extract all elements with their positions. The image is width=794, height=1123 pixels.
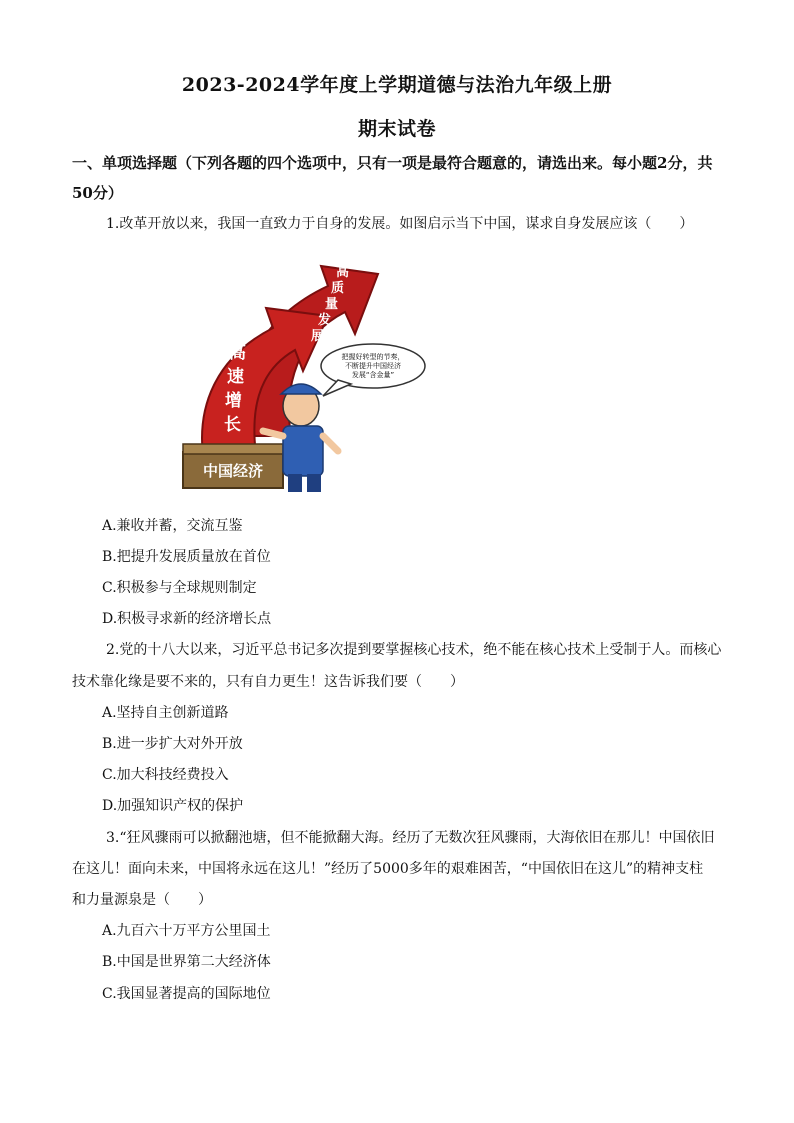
q2-option-a: A.坚持自主创新道路 bbox=[102, 705, 229, 721]
q2-option-c: C.加大科技经费投入 bbox=[102, 767, 229, 783]
speech-line-1: 把握好转型的节奏， bbox=[341, 353, 405, 361]
speech-bubble bbox=[321, 344, 425, 396]
q1-option-a: A.兼收并蓄，交流互鉴 bbox=[102, 518, 243, 534]
question-3-stem-line1: 3.“狂风骤雨可以掀翻池塘，但不能掀翻大海。经历了无数次狂风骤雨，大海依旧在那儿！中国依旧 bbox=[106, 830, 715, 846]
question-1-stem: 1.改革开放以来，我国一直致力于自身的发展。如图启示当下中国，谋求自身发展应该（ ） bbox=[106, 216, 694, 232]
economy-cartoon-figure bbox=[123, 246, 458, 498]
question-3-stem-line2: 在这儿！面向未来，中国将永远在这儿！”经历了5000多年的艰难困苦，“中国依旧在这儿”的精神支柱 bbox=[72, 861, 704, 877]
q1-option-b: B.把提升发展质量放在首位 bbox=[102, 549, 271, 565]
q1-option-c: C.积极参与全球规则制定 bbox=[102, 580, 257, 596]
question-2-stem-line2: 技术靠化缘是要不来的，只有自力更生！这告诉我们要（ ） bbox=[72, 674, 464, 690]
speed-arrow-label: 高 速 增 长 bbox=[224, 343, 246, 435]
question-2-stem-line1: 2.党的十八大以来，习近平总书记多次提到要掌握核心技术，绝不能在核心技术上受制于人。而核心 bbox=[106, 642, 722, 658]
q1-option-d: D.积极寻求新的经济增长点 bbox=[102, 611, 272, 627]
speech-line-3: 发展“含金量” bbox=[351, 371, 395, 379]
exam-title: 2023-2024学年度上学期道德与法治九年级上册 bbox=[181, 74, 613, 96]
speech-line-2: 不断提升中国经济 bbox=[345, 362, 401, 370]
question-3-stem-line3: 和力量源泉是（ ） bbox=[72, 892, 212, 908]
speed-char: 高 bbox=[229, 343, 246, 363]
exam-subtitle: 期末试卷 bbox=[357, 118, 436, 140]
q3-option-a: A.九百六十万平方公里国土 bbox=[102, 923, 271, 939]
q3-option-b: B.中国是世界第二大经济体 bbox=[102, 954, 271, 970]
base-label: 中国经济 bbox=[202, 462, 264, 480]
q2-option-b: B.进一步扩大对外开放 bbox=[102, 736, 243, 752]
section-heading: 一、单项选择题（下列各题的四个选项中，只有一项是最符合题意的，请选出来。每小题2分，共50分） bbox=[72, 154, 713, 202]
quality-arrow-label: 高 质 量 发 展 bbox=[311, 265, 350, 344]
q3-option-c: C.我国显著提高的国际地位 bbox=[102, 986, 271, 1002]
q2-option-d: D.加强知识产权的保护 bbox=[102, 798, 244, 814]
